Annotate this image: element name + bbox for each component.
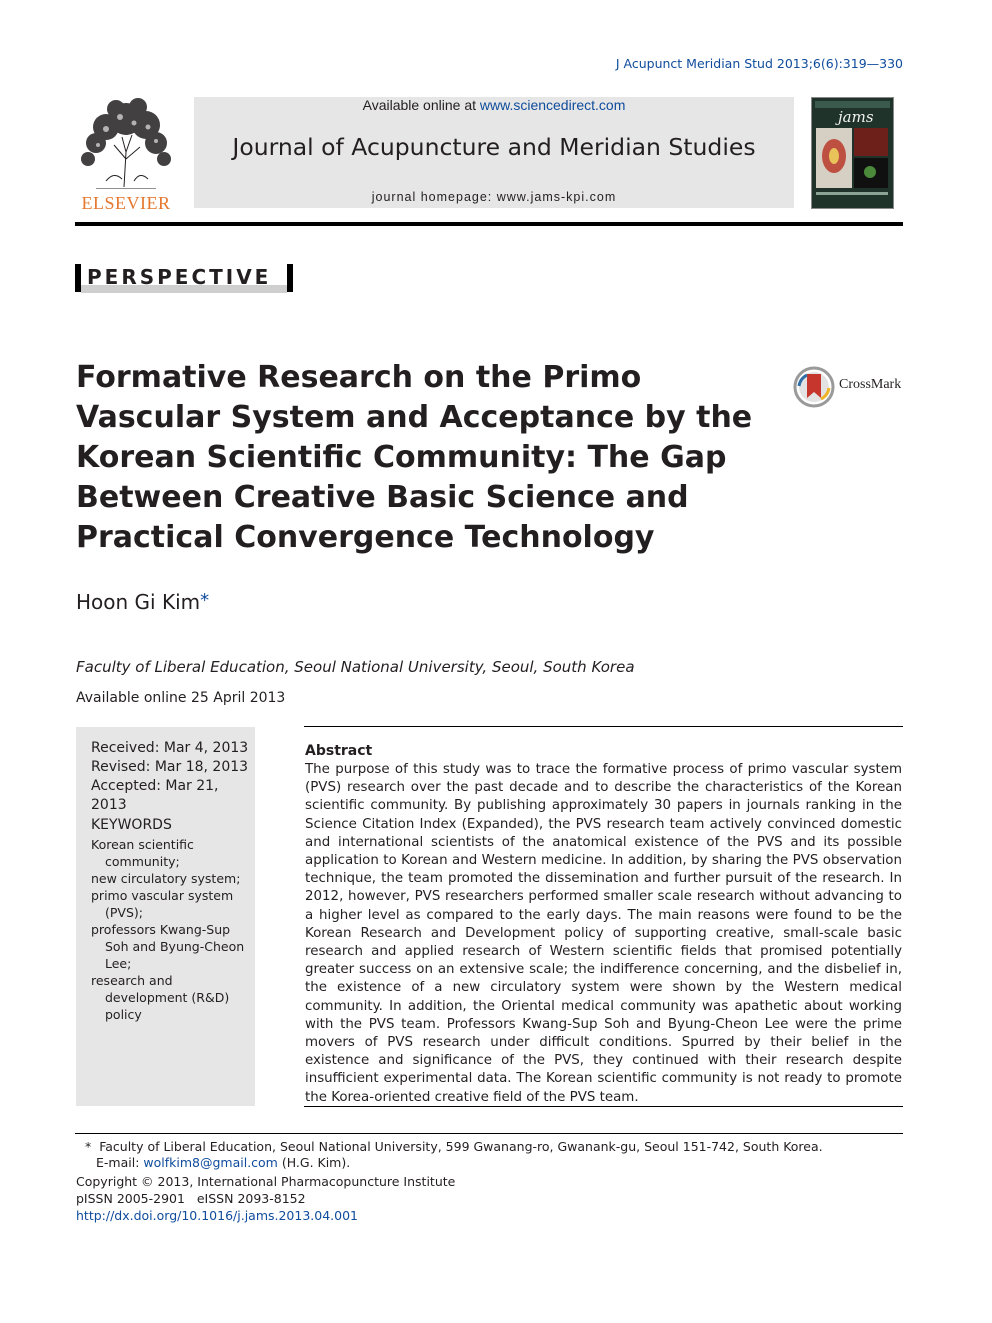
keyword-item: research and development (R&D) policy bbox=[91, 973, 230, 1022]
elsevier-tree-icon bbox=[76, 97, 176, 189]
article-dates bbox=[91, 739, 255, 815]
corresponding-author-note bbox=[85, 1138, 823, 1155]
sciencedirect-link[interactable]: www.sciencedirect.com bbox=[479, 97, 626, 113]
available-online-date: Available online 25 April 2013 bbox=[76, 690, 286, 706]
author-name: Hoon Gi Kim bbox=[76, 590, 201, 614]
article-title: Formative Research on the Primo Vascular System and Acceptance by the Korean Scientific Community: The Gap Between Creative Basic Science and Practical Convergence Technology bbox=[76, 360, 753, 555]
crossmark-icon bbox=[793, 366, 835, 408]
issn-line: pISSN 2005-2901 eISSN 2093-8152 bbox=[76, 1191, 306, 1206]
doi-link[interactable]: http://dx.doi.org/10.1016/j.jams.2013.04.001 bbox=[76, 1208, 359, 1223]
elsevier-logo bbox=[76, 97, 176, 212]
keyword-item: new circulatory system; bbox=[91, 871, 241, 886]
keywords-heading: KEYWORDS bbox=[91, 817, 172, 833]
author-footnote-mark[interactable]: * bbox=[200, 590, 210, 611]
footnote-mark: * bbox=[85, 1139, 92, 1154]
section-tag-label: PERSPECTIVE bbox=[87, 265, 272, 289]
crossmark-label: CrossMark bbox=[839, 377, 902, 392]
journal-banner bbox=[194, 97, 794, 208]
author-line bbox=[76, 590, 209, 614]
copyright-block bbox=[76, 1173, 455, 1224]
accepted-date: Accepted: Mar 21, 2013 bbox=[91, 778, 219, 813]
journal-title: Journal of Acupuncture and Meridian Studies bbox=[232, 133, 756, 161]
email-link[interactable]: wolfkim8@gmail.com bbox=[143, 1155, 278, 1170]
keyword-item: Korean scientific community; bbox=[91, 837, 194, 869]
keyword-item: primo vascular system (PVS); bbox=[91, 888, 234, 920]
footnote-rule bbox=[75, 1133, 903, 1134]
footnote-address: Faculty of Liberal Education, Seoul National University, 599 Gwanang-ro, Gwanank-gu, Seoul 151-742, South Korea. bbox=[99, 1139, 823, 1154]
abstract-bottom-rule bbox=[304, 1106, 903, 1107]
header-rule bbox=[75, 222, 903, 226]
email-line: E-mail: wolfkim8@gmail.com (H.G. Kim). bbox=[96, 1155, 351, 1170]
journal-cover-image bbox=[811, 97, 894, 209]
abstract-top-rule bbox=[304, 726, 903, 727]
crossmark-badge[interactable] bbox=[793, 366, 905, 406]
elsevier-wordmark: ELSEVIER bbox=[81, 193, 171, 213]
available-online-line: Available online at www.sciencedirect.com bbox=[362, 97, 626, 113]
revised-date: Revised: Mar 18, 2013 bbox=[91, 759, 249, 775]
journal-homepage[interactable]: journal homepage: www.jams-kpi.com bbox=[371, 190, 617, 204]
affiliation: Faculty of Liberal Education, Seoul National University, Seoul, South Korea bbox=[76, 658, 635, 676]
received-date: Received: Mar 4, 2013 bbox=[91, 740, 249, 756]
article-info-box bbox=[76, 727, 255, 1106]
copyright-line: Copyright © 2013, International Pharmacopuncture Institute bbox=[76, 1174, 456, 1189]
keyword-item: professors Kwang-Sup Soh and Byung-Cheon Lee; bbox=[91, 922, 245, 971]
cover-logo-text: jams bbox=[838, 108, 874, 126]
abstract-heading: Abstract bbox=[305, 743, 373, 759]
abstract-text: The purpose of this study was to trace the formative process of primo vascular system (PVS) research over the past decade and to describe the characteristics of the Korean scientific community. By publishing approximately 30 papers in journals ranking in the Science Citation Index (Expanded), the PVS research team actively convinced domestic and international scientists of the anatomical existence of the PVS and its possible application to Korean and Western medicine. In addition, by sharing the PVS observation technique, the team promoted the dissemination and further pursuit of the research. In 2012, however, PVS researchers performed smaller scale research without advancing to a higher level as compared to the early days. The main reasons were found to be the Korean Research and Development policy of supporting creative, small-scale basic research and applied research of Western scientific fields that promised potentially greater success on an extensive scale; the indifference concerning, and the disbelief in, the existence of a new circulatory system were shown by the Western medical community. In addition, the Oriental medical community was apathetic about working with the PVS team. Professors Kwang-Sup Soh and Byung-Cheon Lee were the prime movers of PVS research under difficult conditions. Spurred by their belief in the existence and significance of the PVS, they continued with their research despite insufficient experimental data. The Korean scientific community is not ready to promote the Korea-oriented creative field of the PVS team. bbox=[305, 762, 902, 1105]
journal-citation[interactable]: J Acupunct Meridian Stud 2013;6(6):319—330 bbox=[615, 56, 903, 71]
keywords-list bbox=[91, 836, 249, 1023]
